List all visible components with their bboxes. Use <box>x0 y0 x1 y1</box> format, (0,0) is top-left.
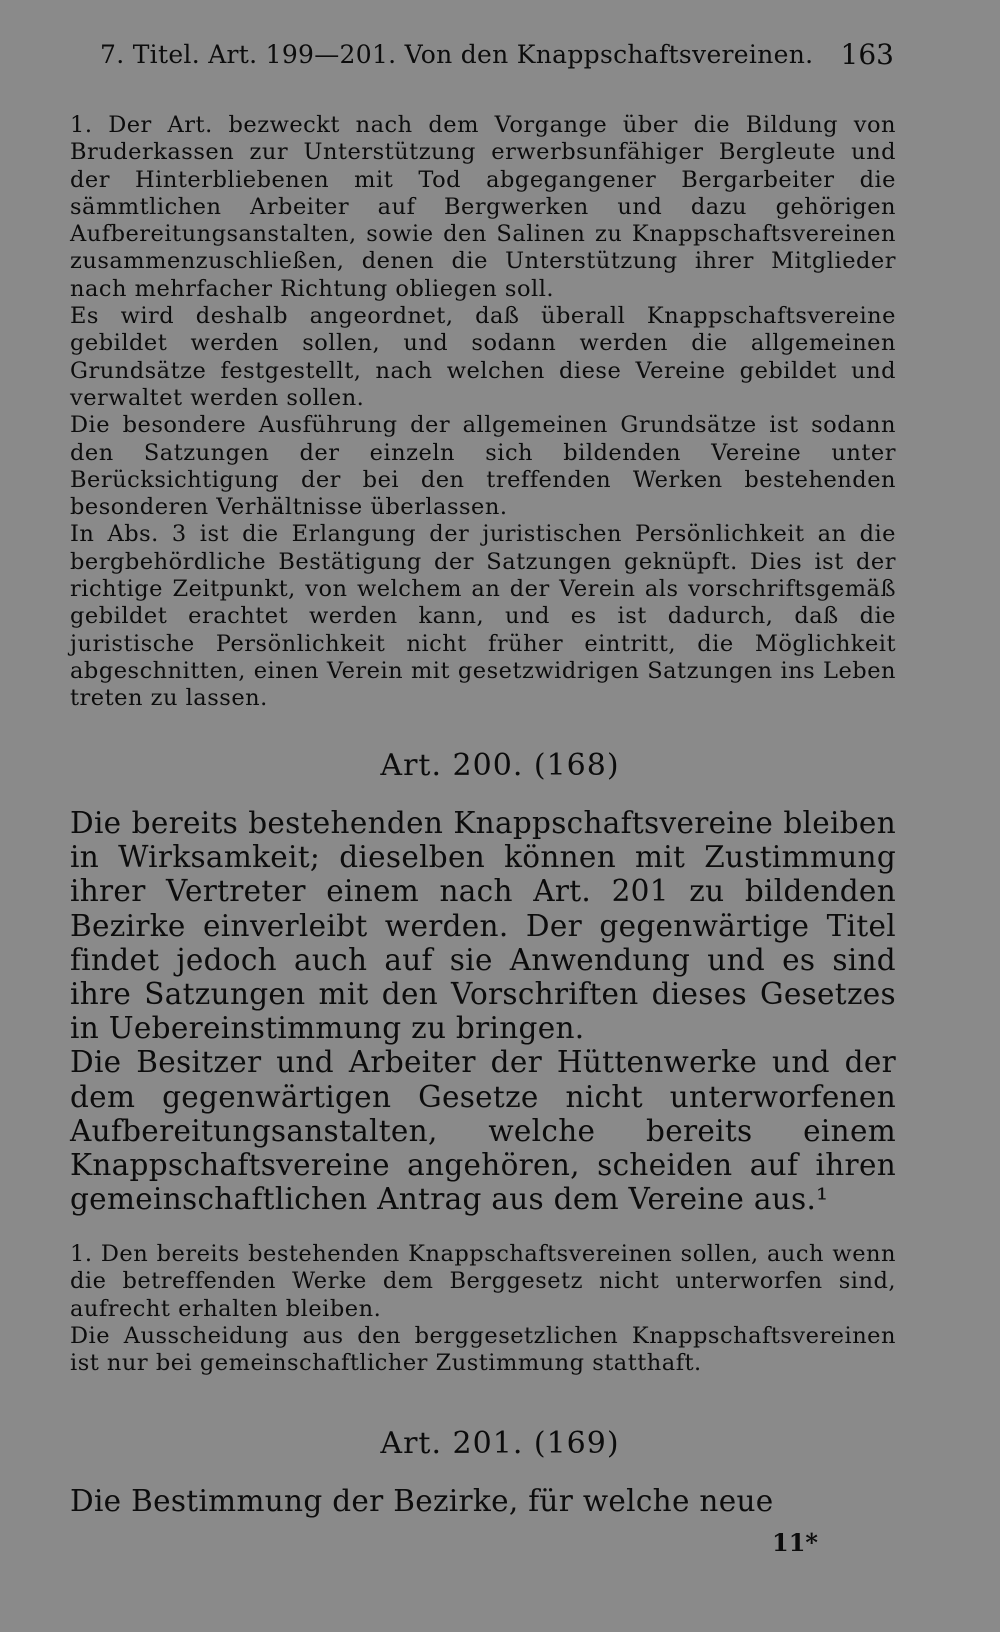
footnote-art-200: 1. Den bereits bestehenden Knappschaftsvereinen sollen, auch wenn die betreffenden Werke dem Berggesetz nicht unterworfen sind, aufrecht erhalten bleiben. Die Ausscheidung aus den berggesetzlichen Knappschaftsvereinen ist nur bei gemeinschaftlicher Zustimmung statthaft. <box>70 1241 896 1377</box>
article-201-heading: Art. 201. (169) <box>380 1426 620 1461</box>
signature-mark: 11* <box>772 1528 818 1557</box>
article-200-heading: Art. 200. (168) <box>380 748 620 783</box>
article-201-text: Die Bestimmung der Bezirke, für welche neue <box>70 1484 774 1518</box>
footnote-art-199: 1. Der Art. bezweckt nach dem Vorgange über die Bildung von Bruderkassen zur Unterstützung erwerbsunfähiger Bergleute und der Hinterbliebenen mit Tod abgegangener Bergarbeiter die sämmtlichen Arbeiter auf Bergwerken und dazu gehörigen Aufbereitungsanstalten, sowie den Salinen zu Knappschaftsvereinen zusammenzuschließen, denen die Unterstützung ihrer Mitglieder nach mehrfacher Richtung obliegen soll. Es wird deshalb angeordnet, daß überall Knappschaftsvereine gebildet werden sollen, und sodann werden die allgemeinen Grundsätze festgestellt, nach welchen diese Vereine gebildet und verwaltet werden sollen. Die besondere Ausführung der allgemeinen Grundsätze ist sodann den Satzungen der einzeln sich bildenden Vereine unter Berücksichtigung der bei den treffenden Werken bestehenden besonderen Verhältnisse überlassen. In Abs. 3 ist die Erlangung der juristischen Persönlichkeit an die bergbehördliche Bestätigung der Satzungen geknüpft. Dies ist der richtige Zeitpunkt, von welchem an der Verein als vorschriftsgemäß gebildet erachtet werden kann, und es ist dadurch, daß die juristische Persönlichkeit nicht früher eintritt, die Möglichkeit abgeschnitten, einen Verein mit gesetzwidrigen Satzungen ins Leben treten zu lassen. <box>70 112 896 712</box>
page-header <box>100 36 900 76</box>
running-title: 7. Titel. Art. 199—201. Von den Knappschaftsvereinen. <box>100 40 814 69</box>
article-200-text: Die bereits bestehenden Knappschaftsvereine bleiben in Wirksamkeit; dieselben können mit Zustimmung ihrer Vertreter einem nach Art. 201 zu bildenden Bezirke einverleibt werden. Der gegenwärtige Titel findet jedoch auch auf sie Anwendung und es sind ihre Satzungen mit den Vorschriften dieses Gesetzes in Uebereinstimmung zu bringen. Die Besitzer und Arbeiter der Hüttenwerke und der dem gegenwärtigen Gesetze nicht unterworfenen Aufbereitungsanstalten, welche bereits einem Knappschaftsvereine angehören, scheiden auf ihren gemeinschaftlichen Antrag aus dem Vereine aus.¹ <box>70 806 896 1217</box>
page-number: 163 <box>840 38 894 71</box>
